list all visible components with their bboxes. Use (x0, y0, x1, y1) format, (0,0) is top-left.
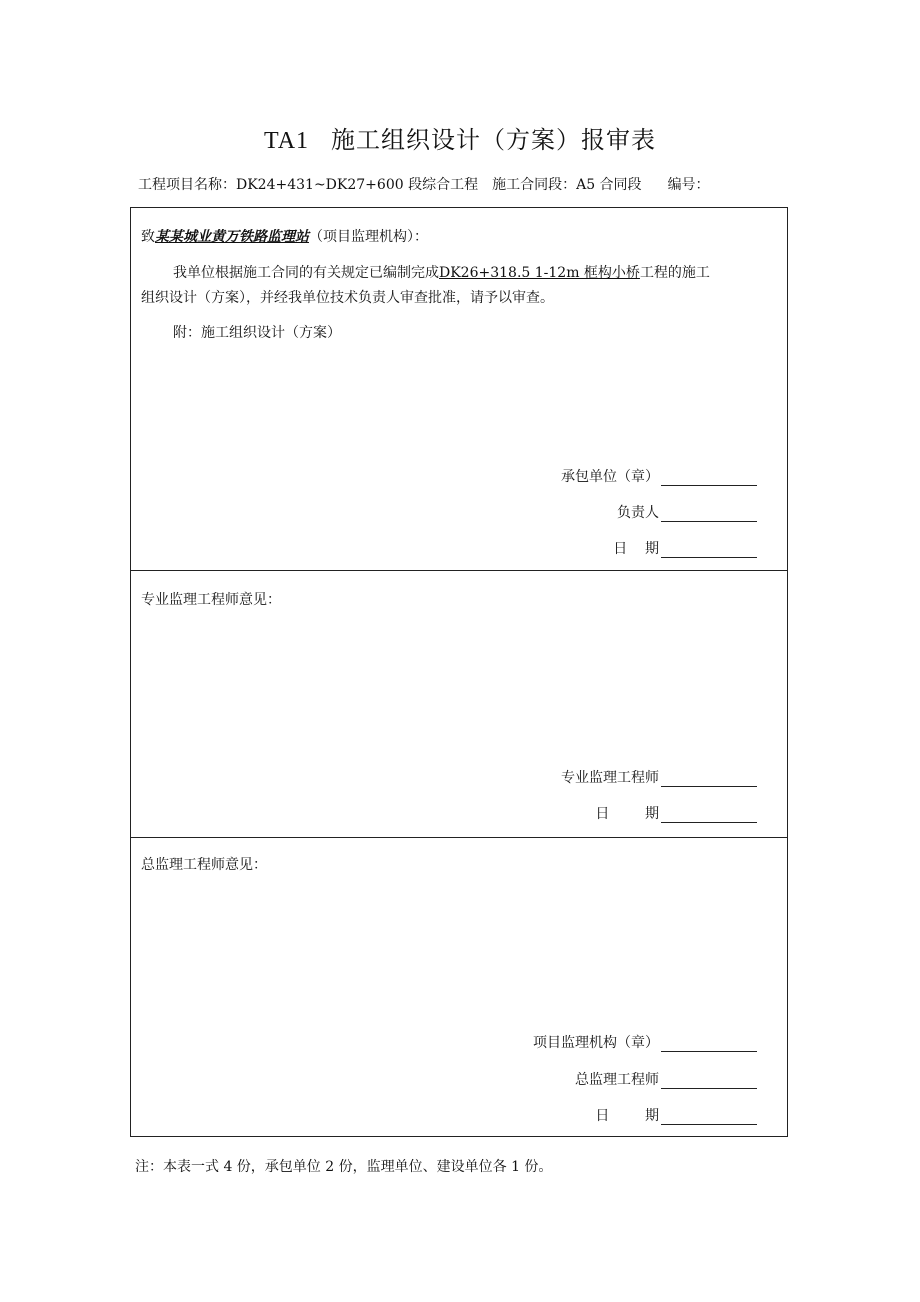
footnote: 注：本表一式 4 份，承包单位 2 份，监理单位、建设单位各 1 份。 (135, 1159, 553, 1175)
addressee-line (141, 226, 428, 246)
responsible-person-row (617, 502, 757, 522)
chief-signature-field[interactable] (661, 1074, 757, 1089)
engineer-date-label: 日 期 (595, 806, 659, 822)
form-number-label: 编号： (667, 177, 710, 193)
chief-date-label: 日 期 (595, 1108, 659, 1124)
responsible-person-field[interactable] (661, 507, 757, 522)
contractor-seal-label: 承包单位（章） (561, 469, 659, 485)
submission-paragraph-line1 (173, 262, 710, 282)
supervision-seal-field[interactable] (661, 1037, 757, 1052)
chief-signature-label: 总监理工程师 (575, 1072, 659, 1088)
engineer-signature-label: 专业监理工程师 (561, 770, 659, 786)
contract-section-label: 施工合同段： (492, 177, 577, 193)
contractor-date-field[interactable] (661, 543, 757, 558)
engineer-opinion-heading: 专业监理工程师意见： (141, 592, 281, 608)
project-reference: DK26+318.5 1-12m 框构小桥 (439, 265, 640, 281)
supervision-seal-label: 项目监理机构（章） (533, 1035, 659, 1051)
engineer-date-field[interactable] (661, 808, 757, 823)
project-info-line (138, 174, 710, 194)
responsible-person-label: 负责人 (617, 505, 659, 521)
addressee-suffix: （项目监理机构）： (309, 229, 428, 245)
project-name-value: DK24+431~DK27+600 段综合工程 (236, 177, 479, 193)
chief-date-field[interactable] (661, 1110, 757, 1125)
engineer-signature-row (561, 767, 757, 787)
supervision-org-name: 某某城业黄万铁路监理站 (155, 229, 309, 245)
chief-opinion-section (131, 838, 787, 1136)
paragraph-text-end: 工程的施工 (639, 265, 710, 281)
paragraph-text: 我单位根据施工合同的有关规定已编制完成 (173, 265, 439, 281)
contractor-date-row (613, 538, 757, 558)
addressee-prefix: 致 (141, 229, 155, 245)
contractor-seal-field[interactable] (661, 471, 757, 486)
engineer-signature-field[interactable] (661, 772, 757, 787)
contractor-seal-row (561, 466, 757, 486)
contractor-submission-section (131, 208, 787, 571)
chief-signature-row (575, 1069, 757, 1089)
attachment-line: 附：施工组织设计（方案） (173, 325, 341, 341)
review-form-table (130, 207, 788, 1137)
form-title: 施工组织设计（方案）报审表 (331, 128, 657, 154)
form-code: TA1 (263, 128, 310, 154)
supervision-seal-row (533, 1032, 757, 1052)
contract-section-value: A5 合同段 (576, 177, 642, 193)
project-name-label: 工程项目名称： (138, 177, 236, 193)
chief-date-row (595, 1105, 757, 1125)
engineer-date-row (595, 803, 757, 823)
contractor-date-label: 日 期 (613, 541, 659, 557)
chief-opinion-heading: 总监理工程师意见： (141, 857, 267, 873)
page-title (0, 120, 920, 155)
engineer-opinion-section (131, 571, 787, 838)
submission-paragraph-line2: 组织设计（方案），并经我单位技术负责人审查批准，请予以审查。 (141, 290, 554, 306)
